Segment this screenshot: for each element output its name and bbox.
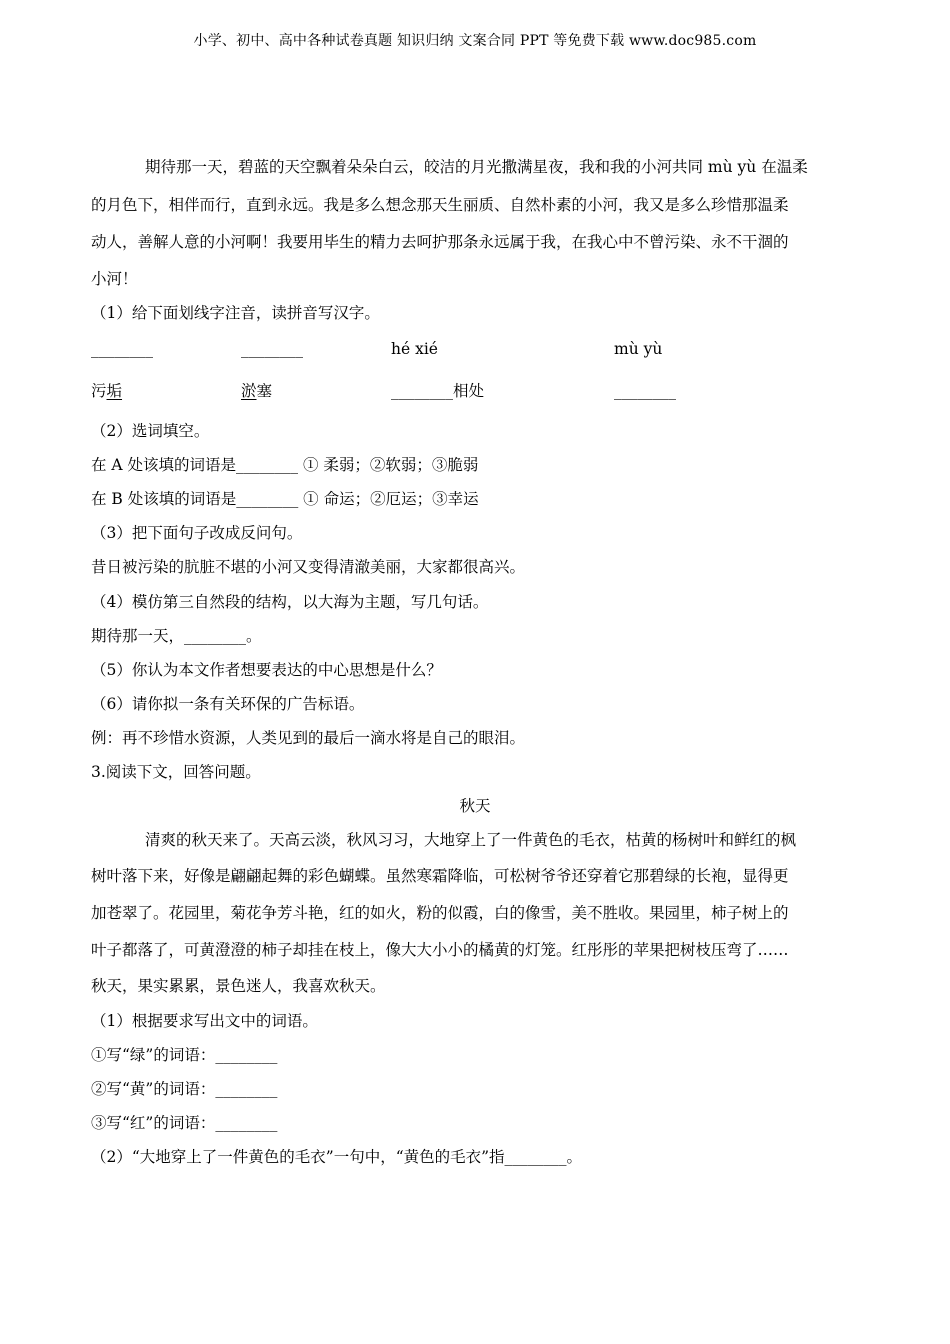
q6-example: 例：再不珍惜水资源，人类见到的最后一滴水将是自己的眼泪。 — [91, 729, 526, 747]
word-char: 相处 — [453, 382, 485, 400]
passage-line: 树叶落下来，好像是翩翩起舞的彩色蝴蝶。虽然寒霜降临，可松树爷爷还穿着它那碧绿的长袍，显得更 — [91, 867, 789, 885]
passage-line: 加苍翠了。花园里，菊花争芳斗艳，红的如火，粉的似霞，白的像雪，美不胜收。果园里，柿子树上的 — [91, 904, 789, 922]
s3-q1-title: （1）根据要求写出文中的词语。 — [91, 1012, 318, 1030]
section-heading: 3.阅读下文，回答问题。 — [91, 763, 261, 781]
q2-option-a: 在 A 处该填的词语是________ ① 柔弱；②软弱；③脆弱 — [91, 456, 479, 474]
underlined-char: 垢 — [106, 382, 123, 400]
page-header: 小学、初中、高中各种试卷真题 知识归纳 文案合同 PPT 等免费下载 www.doc985.com — [193, 33, 757, 49]
word-item — [241, 381, 272, 401]
s3-q1-item: ①写“绿”的词语：________ — [91, 1046, 278, 1064]
passage-line: 秋天，果实累累，景色迷人，我喜欢秋天。 — [91, 977, 386, 995]
word-item — [391, 381, 484, 401]
pinyin-label: hé xié — [391, 340, 438, 358]
paragraph-line: 的月色下，相伴而行，直到永远。我是多么想念那天生丽质、自然朴素的小河，我又是多么珍惜那温柔 — [91, 196, 789, 214]
q2-option-b: 在 B 处该填的词语是________ ① 命运；②厄运；③幸运 — [91, 490, 479, 508]
paragraph-line: 期待那一天，碧蓝的天空飘着朵朵白云，皎洁的月光撒满星夜，我和我的小河共同 mù yù 在温柔 — [145, 158, 808, 176]
answer-blank[interactable]: ________ — [391, 382, 453, 400]
paragraph-line: 动人，善解人意的小河啊！我要用毕生的精力去呵护那条永远属于我，在我心中不曾污染、永不干涸的 — [91, 233, 789, 251]
pinyin-label: mù yù — [614, 340, 663, 358]
s3-q1-item: ②写“黄”的词语：________ — [91, 1080, 278, 1098]
q4-title: （4）模仿第三自然段的结构，以大海为主题，写几句话。 — [91, 593, 489, 611]
q5-title: （5）你认为本文作者想要表达的中心思想是什么？ — [91, 661, 442, 679]
passage-line: 清爽的秋天来了。天高云淡，秋风习习，大地穿上了一件黄色的毛衣，枯黄的杨树叶和鲜红的枫 — [145, 831, 797, 849]
q3-text: 昔日被污染的肮脏不堪的小河又变得清澈美丽，大家都很高兴。 — [91, 558, 526, 576]
q1-title: （1）给下面划线字注音，读拼音写汉字。 — [91, 304, 380, 322]
answer-blank[interactable]: ________ — [614, 382, 676, 400]
s3-q1-item: ③写“红”的词语：________ — [91, 1114, 278, 1132]
q4-text: 期待那一天，________。 — [91, 627, 262, 645]
q3-title: （3）把下面句子改成反问句。 — [91, 524, 303, 542]
s3-q2: （2）“大地穿上了一件黄色的毛衣”一句中，“黄色的毛衣”指________。 — [91, 1148, 583, 1166]
paragraph-line: 小河！ — [91, 270, 138, 288]
word-char: 塞 — [256, 382, 273, 400]
word-char: 污 — [91, 382, 107, 400]
answer-blank[interactable]: ________ — [241, 340, 303, 358]
passage-title: 秋天 — [459, 797, 491, 815]
word-item — [91, 381, 122, 401]
q2-title: （2）选词填空。 — [91, 422, 210, 440]
passage-line: 叶子都落了，可黄澄澄的柿子却挂在枝上，像大大小小的橘黄的灯笼。红彤彤的苹果把树枝压弯了…… — [91, 941, 789, 959]
q6-title: （6）请你拟一条有关环保的广告标语。 — [91, 695, 365, 713]
underlined-char: 淤 — [241, 382, 257, 400]
answer-blank[interactable]: ________ — [91, 340, 153, 358]
